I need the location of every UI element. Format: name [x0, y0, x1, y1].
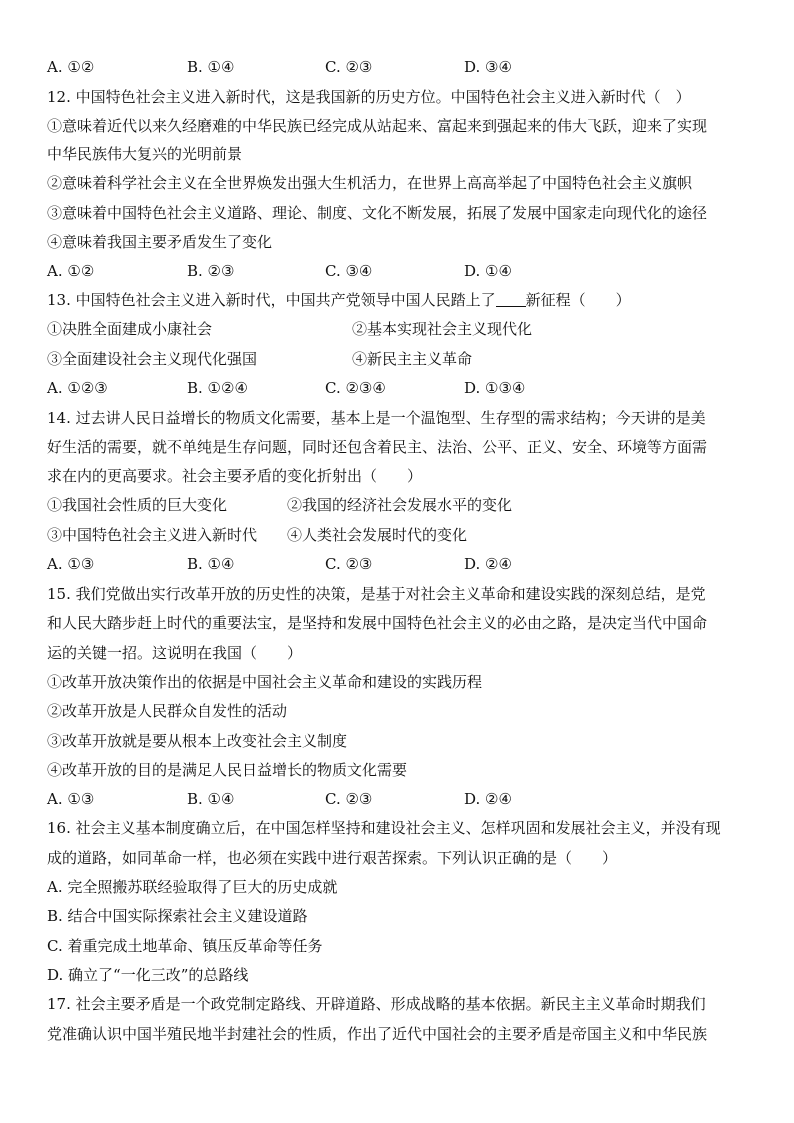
- option-b: B. ①④: [187, 555, 235, 573]
- q13-item-4: ④新民主主义革命: [352, 350, 473, 368]
- q14-items-row-1: [47, 495, 747, 515]
- q14-stem-line-3: 求在内的更高要求。社会主要矛盾的变化折射出（ ）: [47, 467, 423, 485]
- q14-options: [47, 554, 747, 574]
- q16-stem-line-2: 成的道路，如同革命一样，也必须在实践中进行艰苦探索。下列认识正确的是（ ）: [47, 849, 618, 867]
- q13-stem-part-b: 新征程（ ）: [525, 291, 631, 309]
- q17-stem-line-2: 党准确认识中国半殖民地半封建社会的性质，作出了近代中国社会的主要矛盾是帝国主义和中华民族: [47, 1025, 708, 1043]
- q15-item-2: ②改革开放是人民群众自发性的活动: [47, 702, 288, 720]
- q13-item-3: ③全面建设社会主义现代化强国: [47, 350, 258, 368]
- option-a: A. ①②: [47, 58, 95, 76]
- q13-stem: [47, 290, 631, 310]
- q14-item-4: ④人类社会发展时代的变化: [287, 526, 468, 544]
- fill-blank: [496, 292, 526, 307]
- q15-stem-line-3: 运的关键一招。这说明在我国（ ）: [47, 644, 303, 662]
- q13-items-row-2: [47, 349, 747, 369]
- q12-item-1-cont: 中华民族伟大复兴的光明前景: [47, 145, 243, 163]
- q13-item-1: ①决胜全面建成小康社会: [47, 320, 213, 338]
- option-b: B. ②③: [187, 262, 235, 280]
- q13-item-2: ②基本实现社会主义现代化: [352, 320, 533, 338]
- option-c: C. ②③④: [325, 379, 386, 397]
- option-c: C. ②③: [325, 790, 373, 808]
- option-a: A. ①③: [47, 790, 95, 808]
- option-d: D. ①③④: [464, 379, 526, 397]
- option-d: D. ①④: [464, 262, 512, 280]
- q15-item-4: ④改革开放的目的是满足人民日益增长的物质文化需要: [47, 761, 408, 779]
- option-a: A. ①②③: [47, 379, 108, 397]
- q14-item-1: ①我国社会性质的巨大变化: [47, 496, 228, 514]
- q16-choice-a: A. 完全照搬苏联经验取得了巨大的历史成就: [47, 878, 338, 896]
- q13-items-row-1: [47, 319, 747, 339]
- q14-item-2: ②我国的经济社会发展水平的变化: [287, 496, 513, 514]
- option-a: A. ①③: [47, 555, 95, 573]
- q15-item-3: ③改革开放就是要从根本上改变社会主义制度: [47, 732, 348, 750]
- q14-items-row-2: [47, 525, 747, 545]
- q16-choice-b: B. 结合中国实际探索社会主义建设道路: [47, 907, 308, 925]
- q12-options: [47, 261, 747, 281]
- q15-options: [47, 789, 747, 809]
- q11-options: [47, 57, 747, 77]
- q17-stem-line-1: 17. 社会主要矛盾是一个政党制定路线、开辟道路、形成战略的基本依据。新民主主义革命时期我们: [47, 995, 706, 1013]
- option-c: C. ②③: [325, 555, 373, 573]
- q12-item-4: ④意味着我国主要矛盾发生了变化: [47, 233, 273, 251]
- option-d: D. ②④: [464, 790, 512, 808]
- option-d: D. ③④: [464, 58, 512, 76]
- q12-stem: 12. 中国特色社会主义进入新时代，这是我国新的历史方位。中国特色社会主义进入新时代（ ）: [47, 88, 691, 106]
- q13-stem-part-a: 13. 中国特色社会主义进入新时代，中国共产党领导中国人民踏上了: [47, 291, 496, 309]
- q14-stem-line-1: 14. 过去讲人民日益增长的物质文化需要，基本上是一个温饱型、生存型的需求结构；今天讲的是美: [47, 409, 706, 427]
- option-a: A. ①②: [47, 262, 95, 280]
- q15-item-1: ①改革开放决策作出的依据是中国社会主义革命和建设的实践历程: [47, 673, 483, 691]
- q15-stem-line-2: 和人民大踏步赶上时代的重要法宝，是坚持和发展中国特色社会主义的必由之路，是决定当代中国命: [47, 614, 708, 632]
- option-b: B. ①④: [187, 790, 235, 808]
- q12-item-1: ①意味着近代以来久经磨难的中华民族已经完成从站起来、富起来到强起来的伟大飞跃，迎来了实现: [47, 117, 708, 135]
- q16-stem-line-1: 16. 社会主义基本制度确立后，在中国怎样坚持和建设社会主义、怎样巩固和发展社会主义，并没有现: [47, 819, 721, 837]
- option-b: B. ①②④: [187, 379, 248, 397]
- q16-choice-c: C. 着重完成土地革命、镇压反革命等任务: [47, 937, 323, 955]
- option-b: B. ①④: [187, 58, 235, 76]
- q14-item-3: ③中国特色社会主义进入新时代: [47, 526, 258, 544]
- option-c: C. ②③: [325, 58, 373, 76]
- q14-stem-line-2: 好生活的需要，就不单纯是生存问题，同时还包含着民主、法治、公平、正义、安全、环境等方面需: [47, 438, 708, 456]
- q12-item-3: ③意味着中国特色社会主义道路、理论、制度、文化不断发展，拓展了发展中国家走向现代化的途径: [47, 204, 708, 222]
- q16-choice-d: D. 确立了“一化三改”的总路线: [47, 966, 249, 984]
- q13-options: [47, 378, 747, 398]
- q12-item-2: ②意味着科学社会主义在全世界焕发出强大生机活力，在世界上高高举起了中国特色社会主义旗帜: [47, 174, 693, 192]
- option-d: D. ②④: [464, 555, 512, 573]
- option-c: C. ③④: [325, 262, 373, 280]
- q15-stem-line-1: 15. 我们党做出实行改革开放的历史性的决策，是基于对社会主义革命和建设实践的深刻总结，是党: [47, 585, 706, 603]
